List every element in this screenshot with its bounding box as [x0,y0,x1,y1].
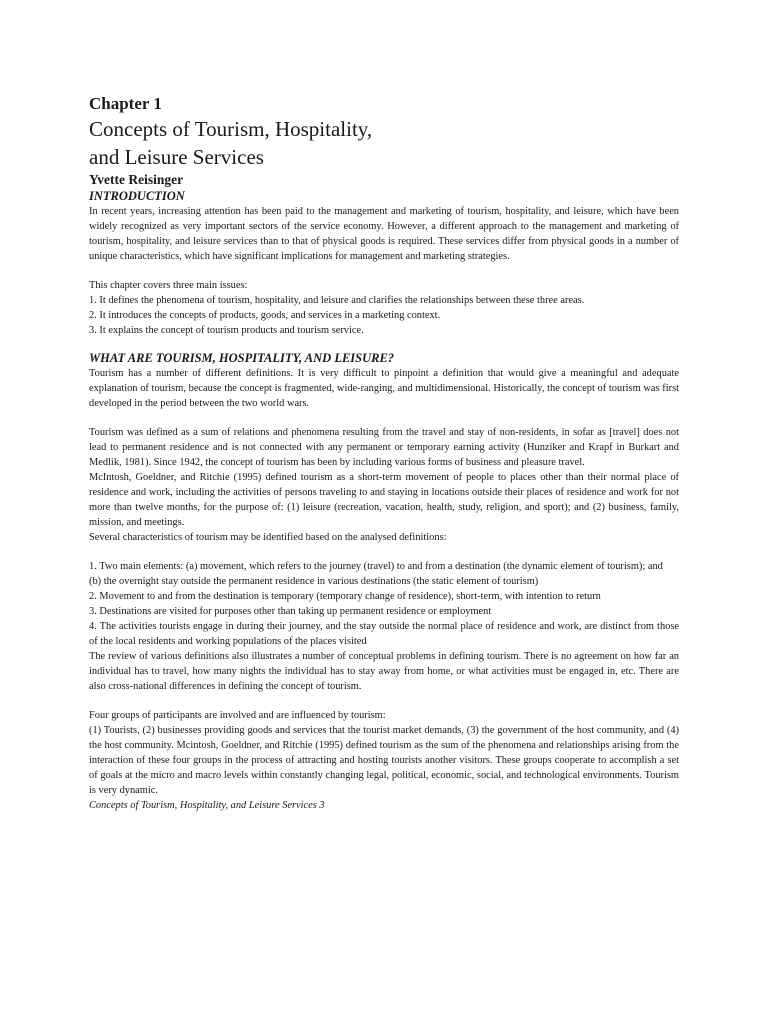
chapter-title-line-1: Concepts of Tourism, Hospitality, [89,117,373,141]
historical-definition-paragraph: Tourism was defined as a sum of relations and phenomena resulting from the travel and stay of non-residents, in sofar as [travel] does not lead to permanent residence and is not connected with any permanent or temporary earning activity (Hunziker and Krapf in Burkart and Medlik, 1981). Since 1942, the concept of tourism has been by including various forms of business and pleasure travel. [89,427,679,468]
intro-paragraph: In recent years, increasing attention has been paid to the management and marketing of tourism, hospitality, and leisure, which have been widely recognized as very important sectors of the service economy. However, a different approach to the management and marketing of tourism, hospitality, and leisure services than to that of physical goods is required. These services differ from physical goods in a number of unique characteristics, which have significant implications for management and marketing strategies. [89,206,679,262]
mcintosh-definition-paragraph: McIntosh, Goeldner, and Ritchie (1995) defined tourism as a short-term movement of people to places other than their normal place of residence and work, including the activities of persons traveling to and staying in locations outside their places of residence and work for not more than twelve months, for the purpose of: (1) leisure (recreation, vacation, health, study, religion, and sport); and (2) business, family, mission, and meetings. [89,472,679,528]
intro-heading: INTRODUCTION [89,189,185,203]
characteristic-item: 1. Two main elements: (a) movement, which refers to the journey (travel) to and from a destination (the dynamic element of tourism); and [89,561,663,572]
characteristic-item: 2. Movement to and from the destination is temporary (temporary change of residence), short-term, with intention to return [89,591,601,602]
conceptual-problems-paragraph: The review of various definitions also illustrates a number of conceptual problems in defining tourism. There is no agreement on how far an individual has to travel, how many nights the individual has to stay away from home, or what activities must be engaged in, etc. There are also cross-national differences in defining the concept of tourism. [89,651,679,692]
characteristic-item: (b) the overnight stay outside the permanent residence in various destinations (the static element of tourism) [89,576,539,587]
issues-intro: This chapter covers three main issues: [89,280,248,291]
section-heading: WHAT ARE TOURISM, HOSPITALITY, AND LEISURE? [89,351,395,365]
running-title: Concepts of Tourism, Hospitality, and Leisure Services 3 [89,800,325,811]
characteristics-intro: Several characteristics of tourism may be identified based on the analysed definitions: [89,532,447,543]
participants-intro: Four groups of participants are involved and are influenced by tourism: [89,710,386,721]
participants-paragraph: (1) Tourists, (2) businesses providing goods and services that the tourist market demands, (3) the government of the host community, and (4) the host community. Mcintosh, Goeldner, and Ritchie (1995) defined tourism as the sum of the phenomena and relationships arising from the interaction of these four groups in the process of attracting and hosting tourists another visitors. These groups cooperate to accomplish a set of goals at the micro and macro levels within constantly changing legal, political, economic, social, and technological environments. Tourism is very dynamic. [89,725,679,796]
definitions-paragraph: Tourism has a number of different definitions. It is very difficult to pinpoint a definition that would give a meaningful and adequate explanation of tourism, because the concept is fragmented, wide-ranging, and multidimensional. Historically, the concept of tourism was first developed in the period between the two world wars. [89,368,679,409]
chapter-label: Chapter 1 [89,94,162,113]
chapter-title-line-2: and Leisure Services [89,145,264,169]
characteristic-item: 4. The activities tourists engage in during their journey, and the stay outside the normal place of residence and work, are distinct from those of the local residents and working populations of the places visited [89,621,679,647]
author-name: Yvette Reisinger [89,172,184,187]
issue-item-2: 2. It introduces the concepts of products, goods, and services in a marketing context. [89,310,441,321]
issue-item-1: 1. It defines the phenomena of tourism, hospitality, and leisure and clarifies the relationships between these three areas. [89,295,585,306]
document-page [89,93,679,813]
characteristic-item: 3. Destinations are visited for purposes other than taking up permanent residence or employment [89,606,492,617]
issue-item-3: 3. It explains the concept of tourism products and tourism service. [89,325,364,336]
